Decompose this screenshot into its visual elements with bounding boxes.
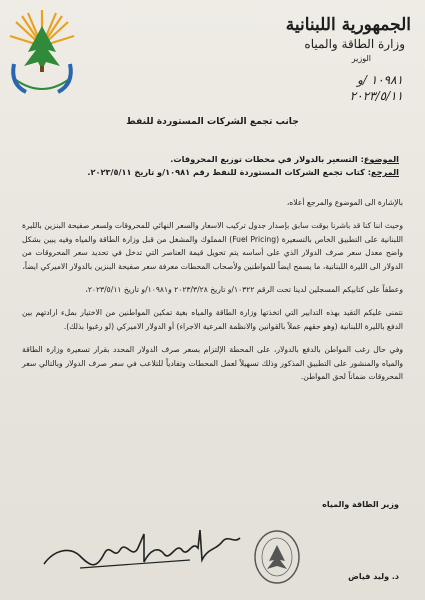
official-stamp: [252, 528, 302, 586]
paragraph-greeting: بالإشارة الى الموضوع والمرجع أعلاه،: [286, 198, 403, 207]
paragraph-request: نتمنى عليكم التقيد بهذه التدابير التي اتخذتها وزارة الطاقة والمياه بغية تمكين المواطنين من الاختيار بملء ارادتهم بين الدفع بالليرة اللبنانية (وهو حقهم عملاً بالقوانين والانظمة المرعية الاجراء) أو الدولار الاميركي (لو رغبوا بذلك).: [22, 308, 403, 331]
reference-line: [19, 166, 399, 179]
letter-body: [22, 196, 403, 393]
ministry-name: وزارة الطاقة والمياه: [304, 37, 405, 51]
republic-title: الجمهورية اللبنانية: [285, 15, 411, 35]
letterhead: [241, 14, 411, 104]
paragraph-reference: وعطفاً على كتابيكم المسجلين لدينا تحت الرقم ١٠٣٢٢/و تاريخ ٢٠٢٣/٣/٢٨ و١٠٩٨١/و تاريخ ٢٠٢٣/٥/١١،: [85, 285, 403, 295]
paragraph-background: وحيث اننا كنا قد باشرنا بوقت سابق بإصدار جدول تركيب الاسعار والسعر النهائي للمحروقات ولسعر صفيحة البنزين بالليرة اللبنانية على التطبيق الخاص بالتسعيرة (Fuel Pricing) المملوك والمشغل من قبل وزارة الطاقة والمياه وفيه يبين بشكل واضح معدل سعر صرف الدولار الذي على أساسه يتم تحويل قيمة العناصر التي تدخل في تحديد سعر المحروقات من الدولار الى الليرة اللبنانية، ما يسمح ايضاً للمواطنين ولأصحاب المحطات معرفة سعر صفيحة البنزين بالدولار الاميركي ايضاً،: [22, 221, 404, 271]
paragraph-conditions: وفي حال رغب المواطن بالدفع بالدولار، على المحطة الإلتزام بسعر صرف الدولار المحدد بقرار تسعيرة وزارة الطاقة والمياه والمنشور على التطبيق المذكور وذلك تسهيلاً لعمل المحطات وتفادياً للتلاعب في سعر صرف الدولار وبالتالي سعر المحروقات ضماناً لحق المواطن.: [22, 345, 403, 382]
subject-text: : التسعير بالدولار في محطات توزيع المحروقات.: [170, 154, 364, 164]
handwritten-signature: [40, 520, 250, 580]
reference-number: ١٠٩٨١ /و: [357, 73, 403, 87]
ministry-logo: [6, 6, 78, 96]
minister-label: الوزير: [351, 54, 371, 63]
reference-label: المرجع: [371, 167, 399, 177]
subject-line: [19, 153, 399, 166]
reference-date: ٢٠٢٣/٥/١١: [349, 89, 403, 103]
reference-text: : كتاب تجمع الشركات المستوردة للنفط رقم ١٠٩٨١/و تاريخ ٢٠٢٣/٥/١١.: [87, 167, 372, 177]
subject-block: [19, 153, 399, 179]
subject-label: الموضوع: [363, 154, 399, 164]
addressee: جانب تجمع الشركات المستوردة للنفط: [126, 116, 299, 127]
signatory-title: وزير الطاقة والمياه: [322, 500, 399, 509]
signatory-name: د. وليد فياض: [348, 572, 399, 581]
